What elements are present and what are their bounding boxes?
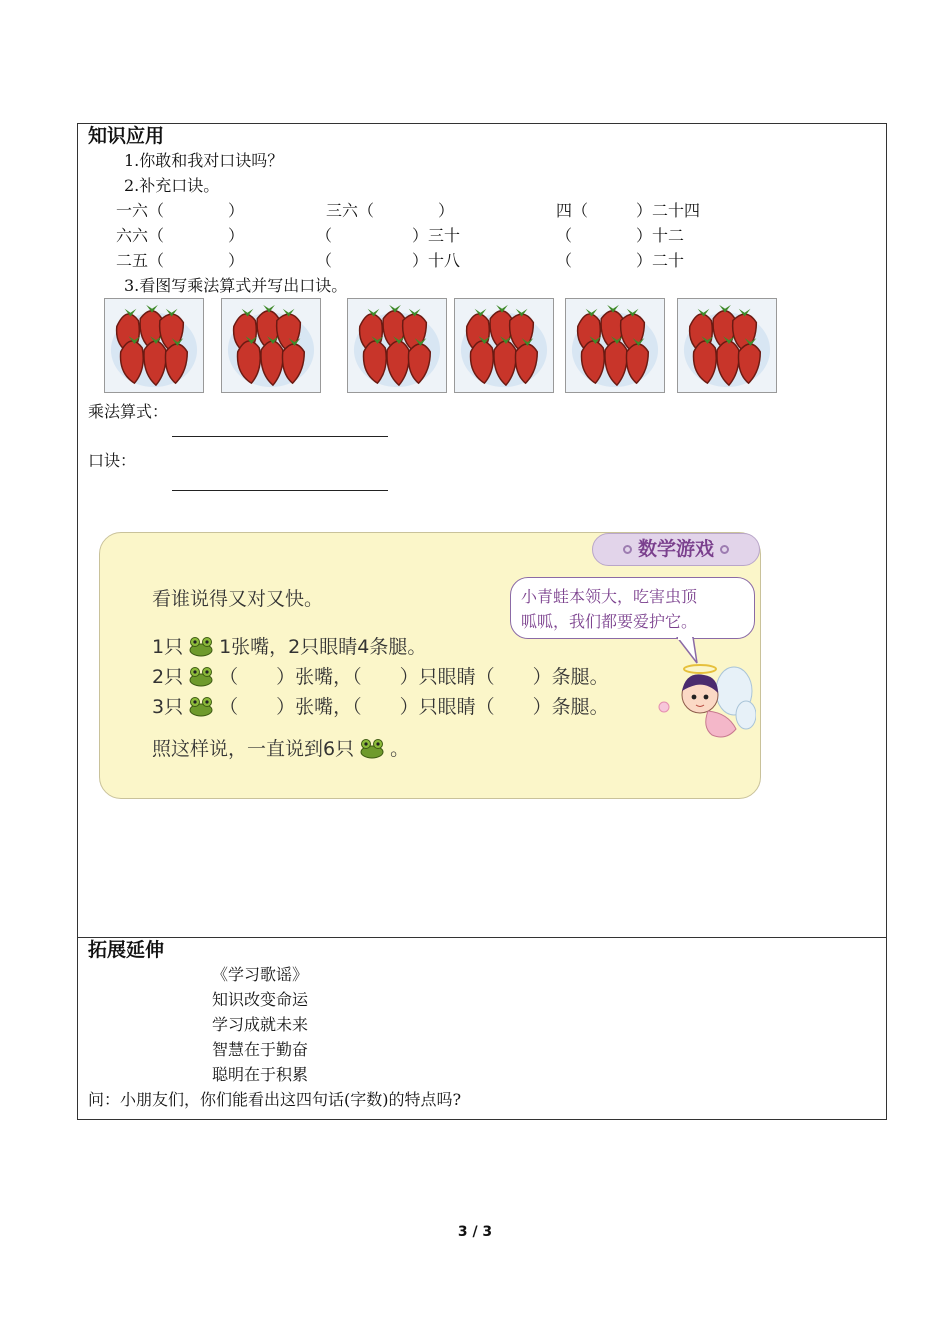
strawberry-picture (565, 298, 665, 393)
strawberry-icon (348, 299, 446, 392)
game-line-3-text: （ ）张嘴，（ ）只眼睛（ ）条腿。 (219, 696, 609, 718)
rhyme-blank-2-2: （ ）三十 (316, 226, 461, 245)
section-heading-knowledge: 知识应用 (88, 125, 165, 147)
strawberry-icon (566, 299, 664, 392)
game-line-3 (152, 693, 609, 721)
bubble-line-1: 小青蛙本领大，吃害虫顶 (521, 587, 698, 606)
circle-icon (720, 545, 729, 554)
section-heading-extension: 拓展延伸 (88, 939, 165, 961)
strawberry-icon (455, 299, 553, 392)
formula-answer-line[interactable] (172, 436, 388, 437)
game-title: 数学游戏 (637, 538, 714, 560)
rhyme-blank-3-2: （ ）十八 (316, 251, 461, 270)
poem-line-3: 智慧在于勤奋 (212, 1040, 309, 1059)
strawberry-picture (221, 298, 321, 393)
extension-question: 问：小朋友们，你们能看出这四句话(字数)的特点吗? (88, 1090, 462, 1109)
strawberry-icon (222, 299, 320, 392)
strawberry-picture (347, 298, 447, 393)
question-1: 1.你敢和我对口诀吗？ (124, 151, 284, 170)
game-title-badge (592, 533, 760, 566)
formula-label: 乘法算式： (88, 402, 169, 421)
question-2: 2.补充口诀。 (124, 176, 220, 195)
rhyme-answer-line[interactable] (172, 490, 388, 491)
rhyme-blank-1-2: 三六（ ） (326, 201, 455, 220)
fairy-icon (656, 655, 756, 751)
game-line-4-end: 。 (390, 738, 410, 760)
rhyme-blank-3-3: （ ）二十 (556, 251, 685, 270)
rhyme-blank-1-3: 四（ ）二十四 (556, 201, 701, 220)
poem-line-1: 知识改变命运 (212, 990, 309, 1009)
poem-line-4: 聪明在于积累 (212, 1065, 309, 1084)
rhyme-label: 口诀： (88, 451, 137, 470)
math-game-card (99, 532, 761, 799)
game-line-4-text: 照这样说，一直说到6只 (152, 738, 355, 760)
section-divider (78, 937, 886, 938)
strawberry-picture (104, 298, 204, 393)
game-line-1 (152, 633, 426, 661)
game-intro: 看谁说得又对又快。 (152, 588, 324, 610)
rhyme-blank-1-1: 一六（ ） (116, 201, 245, 220)
poem-line-2: 学习成就未来 (212, 1015, 309, 1034)
page-number: 3 / 3 (457, 1224, 493, 1240)
strawberry-icon (678, 299, 776, 392)
strawberry-picture (454, 298, 554, 393)
speech-bubble (510, 577, 755, 639)
frog-icon (187, 695, 215, 717)
rhyme-blank-2-3: （ ）十二 (556, 226, 685, 245)
game-line-1-text: 1张嘴，2只眼睛4条腿。 (219, 636, 427, 658)
bubble-line-2: 呱呱，我们都要爱护它。 (521, 612, 698, 631)
game-line-1-count: 1只 (152, 636, 184, 658)
strawberry-picture (677, 298, 777, 393)
game-line-2 (152, 663, 609, 691)
circle-icon (623, 545, 632, 554)
poem-title: 《学习歌谣》 (212, 965, 309, 984)
frog-icon (187, 665, 215, 687)
game-line-3-count: 3只 (152, 696, 184, 718)
strawberry-icon (105, 299, 203, 392)
rhyme-blank-3-1: 二五（ ） (116, 251, 245, 270)
game-line-4 (152, 735, 409, 763)
rhyme-blank-2-1: 六六（ ） (116, 226, 245, 245)
question-3: 3.看图写乘法算式并写出口诀。 (124, 276, 348, 295)
frog-icon (358, 737, 386, 759)
frog-icon (187, 635, 215, 657)
game-line-2-text: （ ）张嘴，（ ）只眼睛（ ）条腿。 (219, 666, 609, 688)
game-line-2-count: 2只 (152, 666, 184, 688)
